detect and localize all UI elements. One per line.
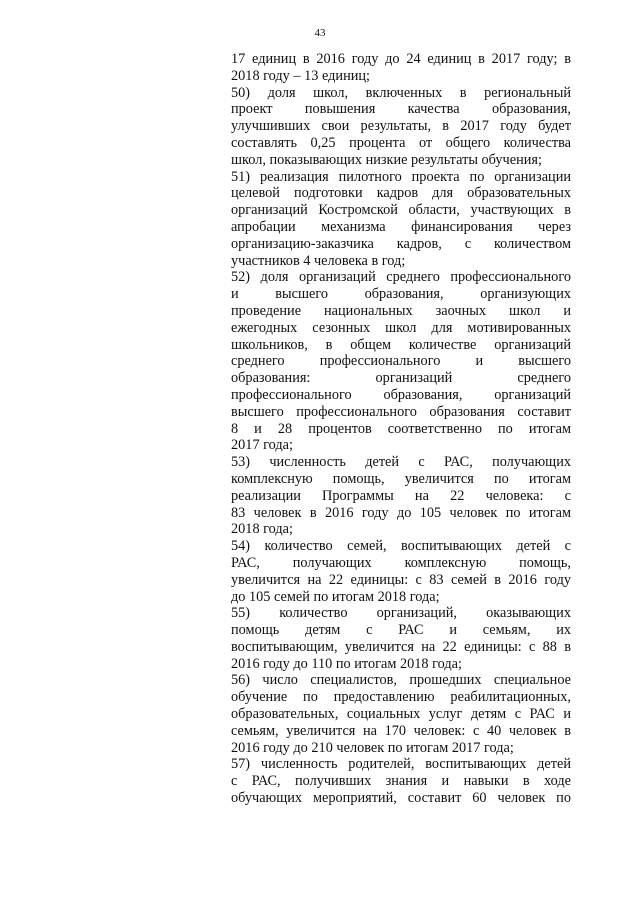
text-line: школьников, в общем количестве организаций [231, 336, 571, 353]
text-line: увеличится на 22 единицы: с 83 семей в 2016 году [231, 571, 571, 588]
list-item-51 [231, 169, 571, 270]
text-line: 53) численность детей с РАС, получающих [231, 454, 571, 471]
text-line: 2018 года; [231, 521, 294, 538]
list-item-55 [231, 605, 571, 672]
text-line: улучшивших свои результаты, в 2017 году будет [231, 118, 571, 135]
text-line: 54) количество семей, воспитывающих детей с [231, 538, 571, 555]
list-item-50 [231, 85, 571, 169]
text-line: реализации Программы на 22 человека: с [231, 487, 571, 504]
text-line: проект повышения качества образования, [231, 101, 571, 118]
body-text [231, 51, 571, 807]
text-line: 17 единиц в 2016 году до 24 единиц в 2017 году; в [231, 51, 571, 67]
text-line: 51) реализация пилотного проекта по организации [231, 168, 571, 185]
text-line: 56) число специалистов, прошедших специальное [231, 672, 571, 689]
text-line: и высшего образования, организующих [231, 286, 571, 303]
text-line: участников 4 человека в год; [231, 252, 406, 269]
text-line: 2016 году до 110 по итогам 2018 года; [231, 655, 462, 672]
text-line: РАС, получающих комплексную помощь, [231, 554, 571, 571]
text-line: 52) доля организаций среднего профессионального [231, 269, 571, 286]
text-line: 2018 году – 13 единиц; [231, 67, 371, 84]
text-line: 8 и 28 процентов соответственно по итогам [231, 420, 571, 437]
page-number: 43 [314, 27, 326, 39]
text-line: образования: организаций среднего [231, 370, 571, 387]
list-item-57 [231, 756, 571, 806]
text-line: 83 человек в 2016 году до 105 человек по итогам [231, 504, 571, 521]
text-line: семьям, увеличится на 170 человек: с 40 человек в [231, 722, 571, 739]
paragraph-continuation [231, 51, 571, 85]
text-line: 2017 года; [231, 437, 294, 454]
text-line: 55) количество организаций, оказывающих [231, 605, 571, 622]
text-line: школ, показывающих низкие результаты обучения; [231, 151, 542, 168]
text-line: с РАС, получивших знания и навыки в ходе [231, 773, 571, 790]
list-item-53 [231, 454, 571, 538]
text-line: составлять 0,25 процента от общего количества [231, 134, 571, 151]
text-line: до 105 семей по итогам 2018 года; [231, 588, 440, 605]
text-line: проведение национальных заочных школ и [231, 302, 571, 319]
text-line: апробации механизма финансирования через [231, 218, 571, 235]
text-line: организаций Костромской области, участвующих в [231, 202, 571, 219]
list-item-56 [231, 672, 571, 756]
text-line: целевой подготовки кадров для образовательных [231, 185, 571, 202]
text-line: обучающих мероприятий, составит 60 человек по [231, 790, 571, 807]
text-line: 57) численность родителей, воспитывающих детей [231, 756, 571, 773]
text-line: 2016 году до 210 человек по итогам 2017 года; [231, 739, 514, 756]
text-line: 50) доля школ, включенных в региональный [231, 84, 571, 101]
text-line: профессионального образования, организаций [231, 386, 571, 403]
text-line: воспитывающим, увеличится на 22 единицы: с 88 в [231, 638, 571, 655]
text-line: комплексную помощь, увеличится по итогам [231, 470, 571, 487]
text-line: среднего профессионального и высшего [231, 353, 571, 370]
list-item-52 [231, 269, 571, 454]
text-line: высшего профессионального образования составит [231, 403, 571, 420]
text-line: обучение по предоставлению реабилитационных, [231, 689, 571, 706]
text-line: организацию-заказчика кадров, с количеством [231, 235, 571, 252]
text-line: образовательных, социальных услуг детям с РАС и [231, 706, 571, 723]
text-line: ежегодных сезонных школ для мотивированных [231, 319, 571, 336]
list-item-54 [231, 538, 571, 605]
text-line: помощь детям с РАС и семьям, их [231, 622, 571, 639]
